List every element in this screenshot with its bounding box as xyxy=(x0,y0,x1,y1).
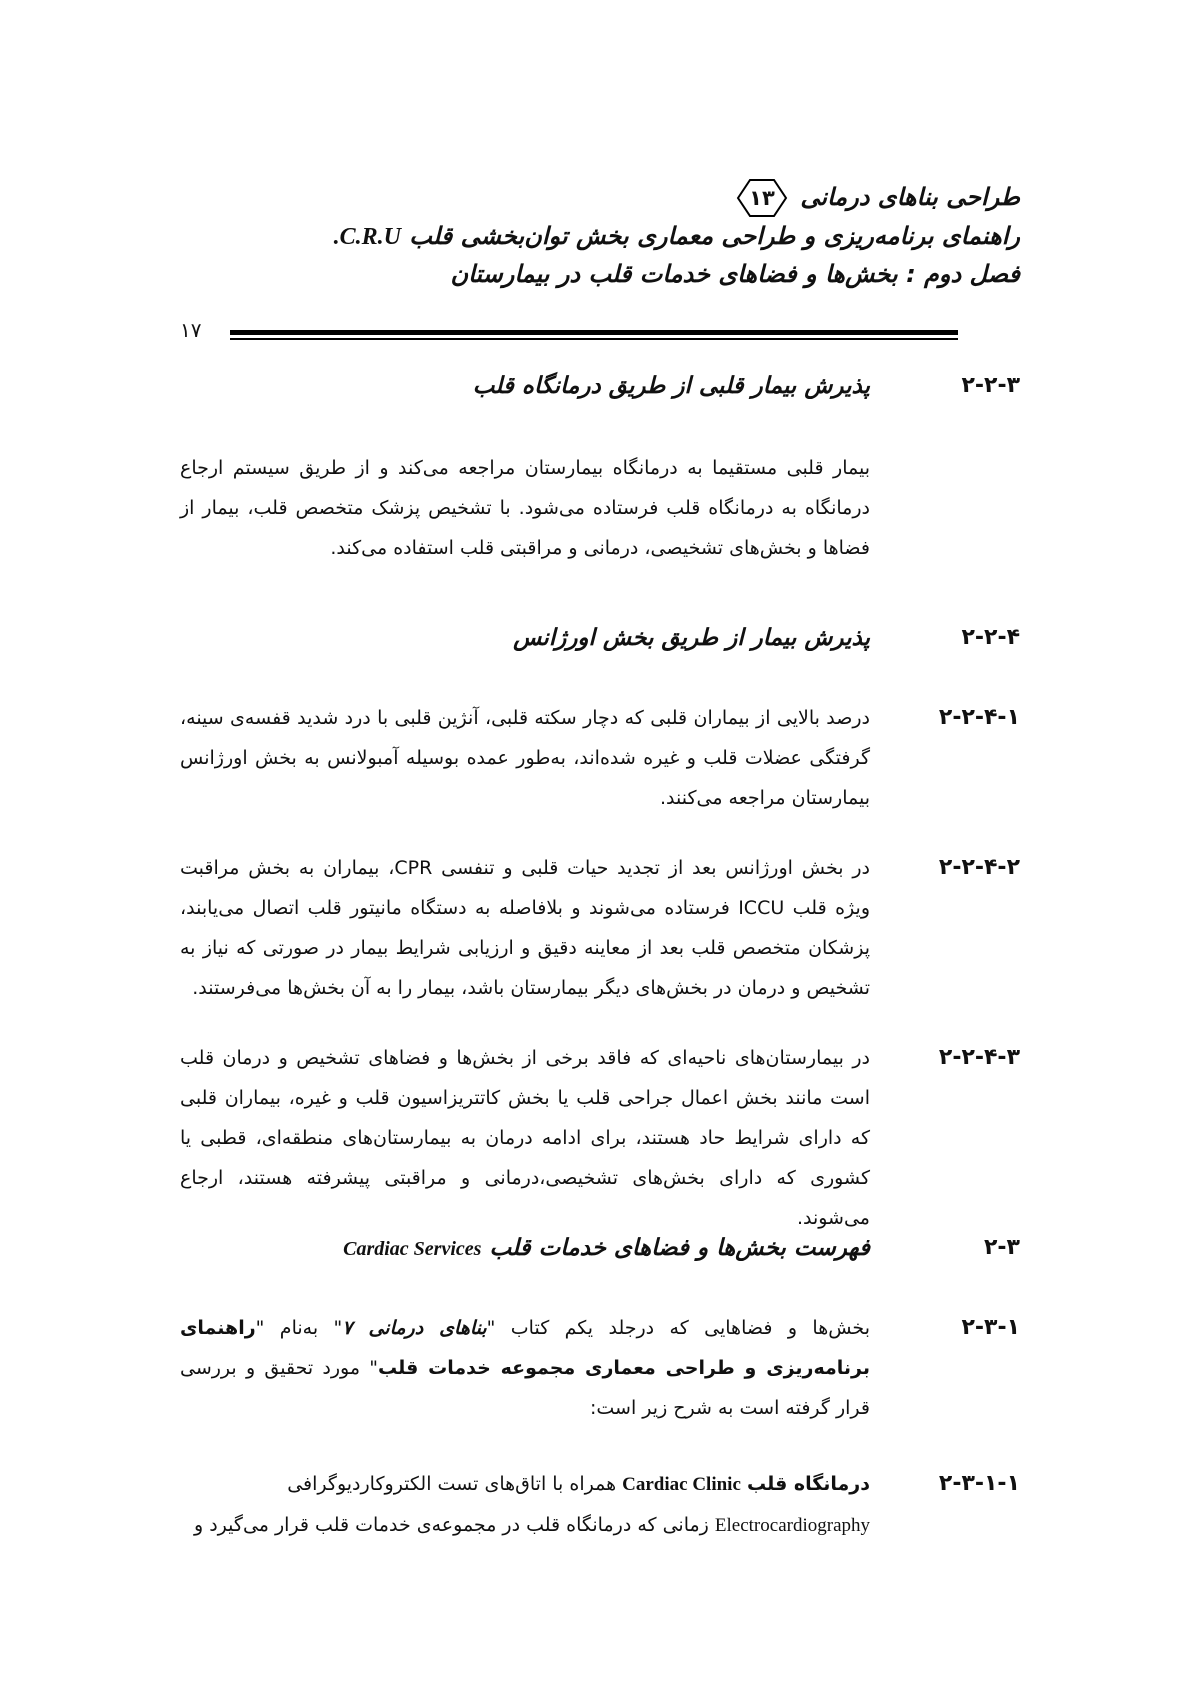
text-run: " به‌نام " xyxy=(255,1317,343,1339)
paragraph xyxy=(180,1308,870,1428)
text-run: همراه با اتاق‌های تست الکتروکاردیوگرافی xyxy=(287,1473,617,1495)
heading-fa: فهرست بخش‌ها و فضاهای خدمات قلب xyxy=(489,1235,870,1261)
header-book-title xyxy=(300,218,1020,256)
text-run: بخش‌ها و فضاهایی که درجلد یکم کتاب " xyxy=(486,1317,870,1339)
book-title-fa: راهنمای برنامه‌ریزی و طراحی معماری بخش توان‌بخشی قلب xyxy=(409,222,1020,250)
section-number: ۲-۲-۴-۳ xyxy=(938,1045,1020,1070)
heading-latin: Cardiac Services xyxy=(343,1238,482,1260)
guide-title-emphasis: راهنمای برنامه‌ریزی و طراحی معماری مجموعه خدمات قلب xyxy=(180,1317,871,1379)
header-rule-thin xyxy=(230,338,958,340)
text-run: " مورد تحقیق و بررسی قرار گرفته است به شرح زیر است: xyxy=(180,1357,870,1419)
paragraph xyxy=(180,1464,870,1546)
section-heading xyxy=(343,1230,870,1267)
clinic-name-latin: Cardiac Clinic xyxy=(622,1474,741,1495)
clinic-name-fa: درمانگاه قلب xyxy=(746,1473,870,1495)
page-number: ۱۷ xyxy=(180,318,202,342)
section-number: ۲-۲-۳ xyxy=(961,373,1020,398)
running-header xyxy=(300,178,1020,293)
section-number: ۲-۳-۱-۱ xyxy=(938,1471,1020,1496)
book-name-emphasis: بناهای درمانی ۷ xyxy=(342,1317,487,1339)
paragraph: بیمار قلبی مستقیما به درمانگاه بیمارستان مراجعه می‌کند و از طریق سیستم ارجاع درمانگاه به درمانگاه قلب فرستاده می‌شود. با تشخیص پزشک متخصص قلب، بیمار از فضاها و بخش‌های تشخیصی، درمانی و مراقبتی قلب استفاده می‌کند. xyxy=(180,457,870,559)
header-rule-thick xyxy=(230,330,958,335)
book-title-latin: C.R.U. xyxy=(333,224,401,250)
ecg-term-latin: Electrocardiography xyxy=(714,1515,870,1536)
chapter-badge xyxy=(736,178,788,218)
section-heading: پذیرش بیمار قلبی از طریق درمانگاه قلب xyxy=(472,373,870,399)
series-title-text: طراحی بناهای درمانی xyxy=(800,183,1020,211)
paragraph: در بخش اورژانس بعد از تجدید حیات قلبی و تنفسی CPR، بیماران به بخش مراقبت ویژه قلب ICCU فرستاده می‌شوند و بلافاصله به دستگاه مانیتور قلب اتصال می‌یابند، پزشکان متخصص قلب بعد از معاینه دقیق و ارزیابی شرایط بیمار در صورتی که نیاز به تشخیص و درمان در بخش‌های دیگر بیمارستان باشد، بیمار را به آن بخش‌ها می‌فرستند. xyxy=(180,857,871,999)
section-number: ۲-۲-۴ xyxy=(961,625,1020,650)
paragraph: در بیمارستان‌های ناحیه‌ای که فاقد برخی از بخش‌ها و فضاهای تشخیص و درمان قلب است مانند بخش اعمال جراحی قلب یا بخش کاتتریزاسیون قلب و غیره، بیماران قلبی که دارای شرایط حاد هستند، برای ادامه درمان به بیمارستان‌های منطقه‌ای، قطبی یا کشوری که دارای بخش‌های تشخیصی،درمانی و مراقبتی پیشرفته هستند، ارجاع می‌شوند. xyxy=(180,1047,870,1229)
paragraph: درصد بالایی از بیماران قلبی که دچار سکته قلبی، آنژین قلبی با درد شدید قفسه‌ی سینه، گرفتگی عضلات قلب و غیره شده‌اند، به‌طور عمده بوسیله آمبولانس به بخش اورژانس بیمارستان مراجعه می‌کنند. xyxy=(180,707,870,809)
header-chapter-title: فصل دوم : بخش‌ها و فضاهای خدمات قلب در بیمارستان xyxy=(450,260,1020,288)
badge-number: ۱۳ xyxy=(749,186,775,210)
section-number: ۲-۳-۱ xyxy=(961,1315,1020,1340)
text-run: زمانی که درمانگاه قلب در مجموعه‌ی خدمات قلب قرار می‌گیرد و xyxy=(194,1514,709,1536)
section-number: ۲-۲-۴-۱ xyxy=(938,705,1020,730)
section-heading: پذیرش بیمار از طریق بخش اورژانس xyxy=(513,625,870,651)
section-number: ۲-۲-۴-۲ xyxy=(938,855,1020,880)
section-number: ۲-۳ xyxy=(984,1235,1020,1260)
header-series-title xyxy=(300,178,1020,218)
